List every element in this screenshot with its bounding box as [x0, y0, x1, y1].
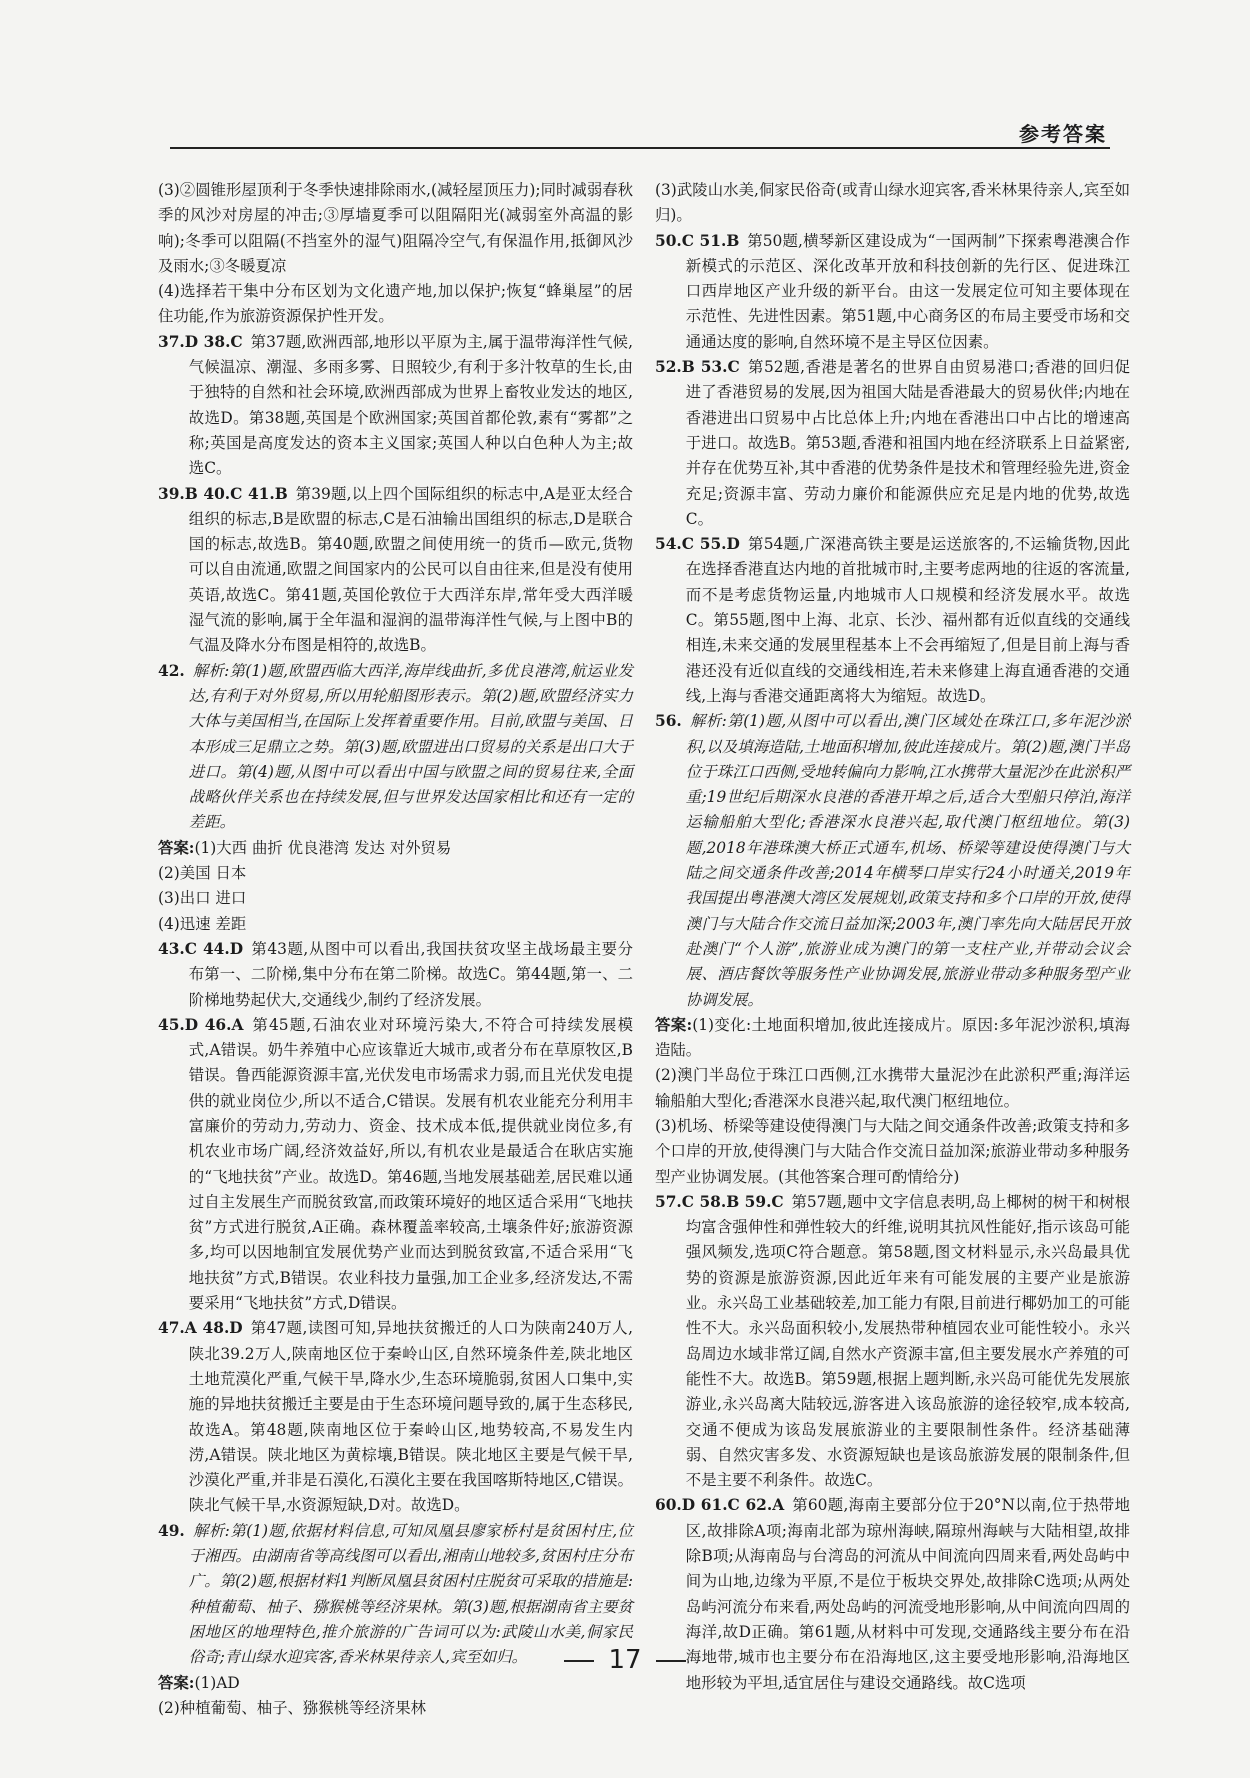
analysis-text: 解析:第(1)题,从图中可以看出,澳门区域处在珠江口,多年泥沙淤积,以及填海造陆,土地面积增加,彼此连接成片。第(2)题,澳门半岛位于珠江口西侧,受地转偏向力影响,江水携带大量泥沙在此淤积严重;19世纪后期深水良港的香港开埠之后,适合大型船只停泊,海洋运输船舶大型化;香港深水良港兴起,取代澳门枢纽地位。第(3)题,2018年港珠澳大桥正式通车,机场、桥梁等建设使得澳门与大陆之间交通条件改善;2014年横琴口岸实行24小时通关,2019年我国提出粤港澳大湾区发展规划,政策支持和多个口岸的开放,使得澳门与大陆合作交流日益加深;2003年,澳门率先向大陆居民开放赴澳门“个人游”,旅游业成为澳门的第一支柱产业,并带动会议会展、酒店餐饮等服务性产业协调发展,旅游业带动多种服务型产业协调发展。	[685, 712, 1130, 1009]
answer-paragraph	[655, 1114, 1130, 1190]
page-number: 17	[608, 1645, 642, 1675]
answer-text: 第45题,石油农业对环境污染大,不符合可持续发展模式,A错误。奶牛养殖中心应该靠近大城市,或者分布在草原牧区,B错误。鲁西能源资源丰富,光伏发电市场需求力弱,而且光伏发电提供的就业岗位少,所以不适合,C错误。发展有机农业能充分利用丰富廉价的劳动力,劳动力、资金、技术成本低,提供就业岗位多,有机农业市场广阔,经济效益好,所以,有机农业是最适合在耿店实施的“飞地扶贫”产业。故选D。第46题,当地发展基础差,居民难以通过自主发展生产而脱贫致富,而政策环境好的地区适合采用“飞地扶贫”方式进行脱贫,A正确。森林覆盖率较高,土壤条件好;旅游资源多,均可以因地制宜发展优势产业而达到脱贫致富,不适合采用“飞地扶贫”方式,B错误。农业科技力量强,加工企业多,经济发达,不需要采用“飞地扶贫”方式,D错误。	[188, 1015, 633, 1313]
answer-text: (4)迅速 差距	[158, 914, 247, 933]
answer-text: 第47题,读图可知,异地扶贫搬迁的人口为陕南240万人,陕北39.2万人,陕南地区位于秦岭山区,自然环境条件差,陕北地区土地荒漠化严重,气候干旱,降水少,生态环境脆弱,贫困人口集中,实施的异地扶贫搬迁主要是由于生态环境问题导致的,属于生态移民,故选A。第48题,陕南地区位于秦岭山区,地势较高,不易发生内涝,A错误。陕北地区为黄棕壤,B错误。陕北地区主要是气候干旱,沙漠化严重,并非是石漠化,石漠化主要在我国喀斯特地区,C错误。陕北气候干旱,水资源短缺,D对。故选D。	[188, 1319, 633, 1515]
answer-paragraph	[655, 532, 1130, 709]
answer-text: 第60题,海南主要部分位于20°N以南,位于热带地区,故排除A项;海南北部为琼州海峡,隔琼州海峡与大陆相望,故排除B项;从海南岛与台湾岛的河流从中间流向四周来看,两处岛屿中间为山地,边缘为平原,不是位于板块交界处,故排除C选项;从两处岛屿河流分布来看,两处岛屿的河流受地形影响,从中间流向四周的海洋,故D正确。第61题,从材料中可发现,交通路线主要分布在沿海地带,城市也主要分布在沿海地区,这主要受地形影响,沿海地区地形较为平坦,适宜居住与建设交通路线。故C选项	[685, 1496, 1130, 1692]
answer-text: 第37题,欧洲西部,地形以平原为主,属于温带海洋性气候,气候温凉、潮湿、多雨多雾、日照较少,有利于多汁牧草的生长,由于独特的自然和社会环境,欧洲西部成为世界上畜牧业发达的地区,故选D。第38题,英国是个欧洲国家;英国首都伦敦,素有“雾都”之称;英国是高度发达的资本主义国家;英国人种以白色种人为主;故选C。	[188, 332, 634, 478]
answer-text: (3)②圆锥形屋顶利于冬季快速排除雨水,(减轻屋顶压力);同时减弱春秋季的风沙对房屋的冲击;③厚墙夏季可以阻隔阳光(减弱室外高温的影响);冬季可以阻隔(不挡室外的湿气)阻隔冷空气,有保温作用,抵御风沙及雨水;③冬暖夏凉	[158, 181, 633, 275]
answer-text: 第54题,广深港高铁主要是运送旅客的,不运输货物,因此在选择香港直达内地的首批城市时,主要考虑两地的往返的客流量,而不是考虑货物运量,内地城市人口规模和经济发展水平。故选C。第55题,图中上海、北京、长沙、福州都有近似直线的交通线相连,未来交通的发展里程基本上不会再缩短了,但是目前上海与香港还没有近似直线的交通线相连,若未来修建上海直通香港的交通线,上海与香港交通距离将大为缩短。故选D。	[685, 535, 1131, 705]
answer-paragraph	[158, 861, 633, 886]
answer-paragraph	[655, 355, 1130, 532]
header-title: 参考答案	[1019, 122, 1107, 146]
answer-paragraph	[158, 836, 633, 861]
left-column	[158, 178, 633, 1721]
question-number: 60.D 61.C 62.A	[655, 1496, 792, 1515]
answer-text: (3)武陵山水美,侗家民俗奇(或青山绿水迎宾客,香米林果待亲人,宾至如归)。	[655, 181, 1130, 225]
question-number: 43.C 44.D	[158, 939, 251, 958]
answer-paragraph	[655, 178, 1130, 229]
answer-paragraph	[158, 1316, 633, 1518]
answer-text: (1)变化:土地面积增加,彼此连接成片。原因:多年泥沙淤积,填海造陆。	[655, 1015, 1130, 1060]
question-number: 54.C 55.D	[655, 535, 748, 554]
answer-paragraph	[158, 482, 633, 659]
answer-text: (2)种植葡萄、柚子、猕猴桃等经济果林	[158, 1698, 427, 1717]
answer-label: 答案:	[655, 1015, 693, 1034]
answer-text: 第52题,香港是著名的世界自由贸易港口;香港的回归促进了香港贸易的发展,因为祖国大陆是香港最大的贸易伙伴;内地在香港进出口贸易中占比总体上升;内地在香港出口中占比的增速高于进口。故选B。第53题,香港和祖国内地在经济联系上日益紧密,并存在优势互补,其中香港的优势条件是技术和管理经验先进,资金充足;资源丰富、劳动力廉价和能源供应充足是内地的优势,故选C。	[685, 358, 1130, 528]
answer-paragraph	[158, 1696, 633, 1721]
answer-paragraph	[158, 937, 633, 1013]
answer-paragraph	[158, 178, 633, 279]
question-number: 42.	[158, 661, 193, 680]
answer-paragraph	[158, 330, 633, 482]
question-number: 47.A 48.D	[158, 1319, 251, 1338]
answer-text: 第43题,从图中可以看出,我国扶贫攻坚主战场最主要分布第一、二阶梯,集中分布在第二阶梯。故选C。第44题,第一、二阶梯地势起伏大,交通线少,制约了经济发展。	[188, 939, 634, 1009]
right-column	[655, 178, 1130, 1696]
answer-text: (2)美国 日本	[158, 864, 247, 883]
answer-text: (2)澳门半岛位于珠江口西侧,江水携带大量泥沙在此淤积严重;海洋运输船舶大型化;香港深水良港兴起,取代澳门枢纽地位。	[655, 1066, 1130, 1110]
analysis-text: 解析:第(1)题,依据材料信息,可知凤凰县廖家桥村是贫困村庄,位于湘西。由湖南省等高线图可以看出,湘南山地较多,贫困村庄分布广。第(2)题,根据材料1判断凤凰县贫困村庄脱贫可采取的措施是:种植葡萄、柚子、猕猴桃等经济果林。第(3)题,根据湖南省主要贫困地区的地理特色,推介旅游的广告词可以为:武陵山水美,侗家民俗奇;青山绿水迎宾客,香米林果待亲人,宾至如归。	[188, 1521, 633, 1667]
answer-paragraph	[158, 659, 633, 836]
question-number: 37.D 38.C	[158, 332, 251, 351]
question-number: 45.D 46.A	[158, 1015, 252, 1034]
answer-paragraph	[655, 1013, 1130, 1064]
question-number: 49.	[158, 1521, 193, 1540]
answer-text: 第39题,以上四个国际组织的标志中,A是亚太经合组织的标志,B是欧盟的标志,C是石油输出国组织的标志,D是联合国的标志,故选B。第40题,欧盟之间使用统一的货币—欧元,货物可以自由流通,欧盟之间国家内的公民可以自由往来,但是没有使用英语,故选C。第41题,英国伦敦位于大西洋东岸,常年受大西洋暖湿气流的影响,属于全年温和湿润的温带海洋性气候,与上图中B的气温及降水分布图是相符的,故选B。	[188, 484, 633, 655]
answer-paragraph	[158, 912, 633, 937]
answer-text: (3)机场、桥梁等建设使得澳门与大陆之间交通条件改善;政策支持和多个口岸的开放,使得澳门与大陆合作交流日益加深;旅游业带动多种服务型产业协调发展。(其他答案合理可酌情给分)	[655, 1116, 1130, 1186]
page-number-footer	[0, 1645, 1250, 1675]
answer-paragraph	[158, 279, 633, 330]
answer-text: (3)出口 进口	[158, 889, 247, 908]
answer-label: 答案:	[158, 838, 195, 857]
answer-label: 答案:	[158, 1673, 195, 1692]
answer-paragraph	[158, 886, 633, 911]
answer-text: 第57题,题中文字信息表明,岛上椰树的树干和树根均富含强伸性和弹性较大的纤维,说明其抗风性能好,指示该岛可能强风频发,选项C符合题意。第58题,图文材料显示,永兴岛最具优势的资源是旅游资源,因此近年来有可能发展的主要产业是旅游业。永兴岛工业基础较差,加工能力有限,目前进行椰奶加工的可能性不大。永兴岛面积较小,发展热带种植园农业可能性较小。永兴岛周边水域非常辽阔,自然水产资源丰富,但主要发展水产养殖的可能性不大。故选B。第59题,根据上题判断,永兴岛可能优先发展旅游业,永兴岛离大陆较远,游客进入该岛旅游的途径较窄,成本较高,交通不便成为该岛发展旅游业的主要限制性条件。经济基础薄弱、自然灾害多发、水资源短缺也是该岛旅游发展的限制条件,但不是主要不利条件。故选C。	[685, 1192, 1130, 1490]
answer-paragraph	[655, 1190, 1130, 1494]
question-number: 50.C 51.B	[655, 231, 748, 250]
question-number: 57.C 58.B 59.C	[655, 1192, 792, 1211]
question-number: 39.B 40.C 41.B	[158, 484, 296, 503]
answer-paragraph	[158, 1013, 633, 1317]
answer-text: (1)大西 曲折 优良港湾 发达 对外贸易	[194, 838, 452, 857]
answer-text: (1)AD	[194, 1673, 240, 1692]
analysis-text: 解析:第(1)题,欧盟西临大西洋,海岸线曲折,多优良港湾,航运业发达,有利于对外贸易,所以用轮船图形表示。第(2)题,欧盟经济实力大体与美国相当,在国际上发挥着重要作用。目前,欧盟与美国、日本形成三足鼎立之势。第(3)题,欧盟进出口贸易的关系是出口大于进口。第(4)题,从图中可以看出中国与欧盟之间的贸易往来,全面战略伙伴关系也在持续发展,但与世界发达国家相比和还有一定的差距。	[188, 661, 633, 832]
question-number: 52.B 53.C	[655, 358, 748, 377]
answer-text: (4)选择若干集中分布区划为文化遗产地,加以保护;恢复“蜂巢屋”的居住功能,作为旅游资源保护性开发。	[158, 282, 633, 326]
header-rule	[170, 147, 1110, 149]
answer-paragraph	[655, 229, 1130, 355]
answer-paragraph	[655, 1063, 1130, 1114]
answer-text: 第50题,横琴新区建设成为“一国两制”下探索粤港澳合作新模式的示范区、深化改革开放和科技创新的先行区、促进珠江口西岸地区产业升级的新平台。由这一发展定位可知主要体现在示范性、先进性因素。第51题,中心商务区的布局主要受市场和交通通达度的影响,自然环境不是主导区位因素。	[685, 231, 1130, 351]
question-number: 56.	[655, 712, 690, 731]
answer-paragraph	[655, 709, 1130, 1013]
